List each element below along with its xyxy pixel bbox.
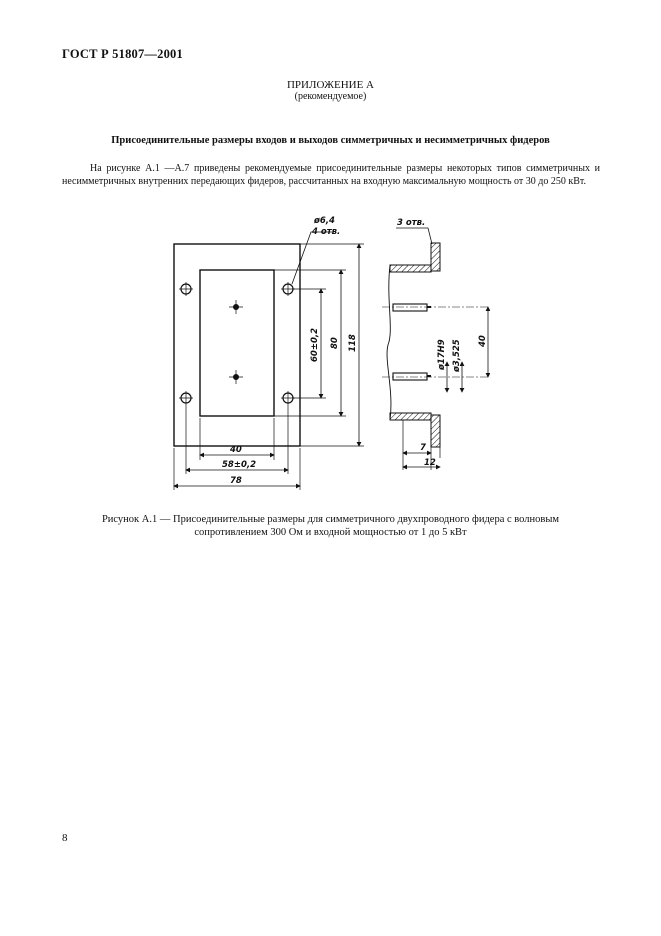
side-view xyxy=(382,218,490,470)
diameter-3-label: ø3,525 xyxy=(452,339,462,372)
intro-paragraph: На рисунке А.1 —А.7 приведены рекомендуемые присоединительные размеры некоторых типов симметричных и несимметричных внутренних передающих фидеров, рассчитанных на входную максимальную мощность от 30 до 250 кВт. xyxy=(62,163,600,187)
dimension-40: 40 xyxy=(230,445,242,455)
dimension-60: 60±0,2 xyxy=(310,327,320,362)
caption-line-1: Рисунок А.1 — Присоединительные размеры для симметричного двухпроводного фидера с волновым xyxy=(101,514,560,525)
dimension-40-side: 40 xyxy=(478,335,488,347)
dimension-7: 7 xyxy=(420,443,426,453)
document-code: ГОСТ Р 51807—2001 xyxy=(62,47,183,61)
annex-subtitle: (рекомендуемое) xyxy=(294,91,367,102)
page-number: 8 xyxy=(62,832,68,844)
dimension-12: 12 xyxy=(424,458,436,468)
diameter-17-label: ø17Н9 xyxy=(437,339,447,370)
hole-diameter-label: ø6,4 xyxy=(314,216,335,226)
annex-title: ПРИЛОЖЕНИЕ А xyxy=(286,79,374,91)
figure-caption xyxy=(0,514,661,539)
conductor-points xyxy=(229,300,243,384)
section-heading: Присоединительные размеры входов и выходов симметричных и несимметричных фидеров xyxy=(111,135,550,146)
window-outline xyxy=(200,270,274,416)
dimension-78: 78 xyxy=(230,476,242,486)
technical-drawing xyxy=(160,208,490,498)
dimension-58: 58±0,2 xyxy=(222,460,257,470)
dimension-118: 118 xyxy=(348,334,358,352)
caption-line-2: сопротивлением 300 Ом и входной мощностью от 1 до 5 кВт xyxy=(194,526,467,538)
hole-count-label: 4 отв. xyxy=(312,227,341,237)
front-view xyxy=(174,216,364,490)
mounting-holes xyxy=(179,282,295,405)
dimension-80: 80 xyxy=(330,337,340,349)
wall-thickness-label: 3 отв. xyxy=(397,218,426,228)
